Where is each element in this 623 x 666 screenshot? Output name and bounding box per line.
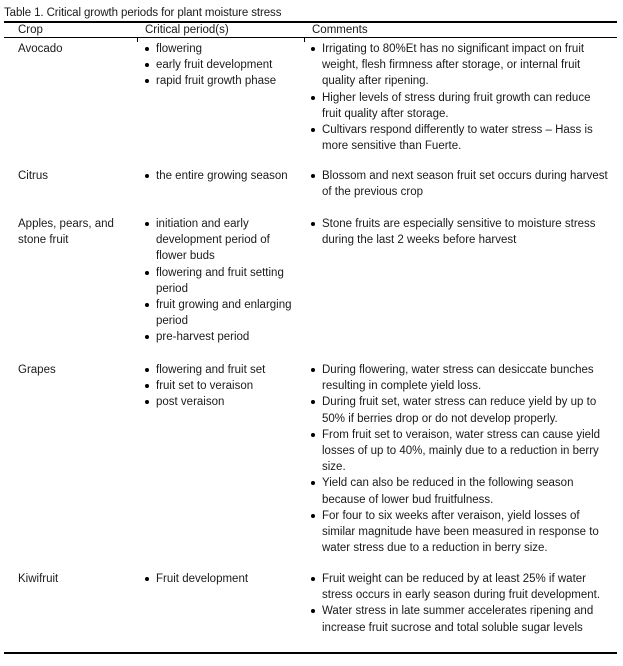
comment-item: Cultivars respond differently to water stress – Hass is more sensitive than Fuerte. [311, 122, 611, 154]
critical-periods-list [145, 41, 300, 90]
comments-list [311, 168, 611, 200]
critical-period-item: early fruit development [145, 57, 300, 73]
critical-periods-list [145, 571, 300, 587]
table-top-rule [4, 21, 617, 23]
comments-list [311, 216, 611, 248]
critical-period-item: fruit set to veraison [145, 378, 300, 394]
crop-name: Citrus [18, 170, 49, 182]
critical-periods-list [145, 216, 300, 346]
critical-period-item: fruit growing and enlarging period [145, 297, 300, 329]
crop-name: Kiwifruit [18, 573, 59, 585]
comment-item: From fruit set to veraison, water stress can cause yield losses of up to 40%, mainly due to a reduction in berry size. [311, 427, 611, 476]
comment-item: During flowering, water stress can desiccate bunches resulting in complete yield loss. [311, 362, 611, 394]
crop-name: Apples, pears, and stone fruit [18, 218, 114, 247]
critical-periods-cell [145, 362, 300, 411]
critical-period-item: Fruit development [145, 571, 300, 587]
critical-period-item: flowering and fruit set [145, 362, 300, 378]
column-tick [137, 38, 138, 42]
critical-periods-cell [145, 216, 300, 346]
table-caption: Table 1. Critical growth periods for plant moisture stress [4, 7, 282, 19]
header-rule [4, 37, 617, 38]
crop-name: Grapes [18, 364, 56, 376]
critical-periods-cell [145, 571, 300, 587]
comment-item: Yield can also be reduced in the following season because of lower bud fruitfulness. [311, 475, 611, 507]
comments-cell [311, 41, 611, 154]
header-comments: Comments [312, 24, 368, 36]
comments-list [311, 571, 611, 636]
header-critical-periods: Critical period(s) [145, 24, 229, 36]
comment-item: Blossom and next season fruit set occurs during harvest of the previous crop [311, 168, 611, 200]
critical-periods-cell [145, 41, 300, 90]
critical-period-item: the entire growing season [145, 168, 300, 184]
comment-item: During fruit set, water stress can reduce yield by up to 50% if berries drop or do not develop properly. [311, 394, 611, 426]
comment-item: Water stress in late summer accelerates ripening and increase fruit sucrose and total soluble sugar levels [311, 603, 611, 635]
comment-item: Higher levels of stress during fruit growth can reduce fruit quality after storage. [311, 90, 611, 122]
column-tick [304, 38, 305, 42]
comment-item: Fruit weight can be reduced by at least 25% if water stress occurs in early season during fruit development. [311, 571, 611, 603]
critical-period-item: initiation and early development period of flower buds [145, 216, 300, 265]
critical-period-item: post veraison [145, 394, 300, 410]
crop-name: Avocado [18, 43, 63, 55]
critical-period-item: pre-harvest period [145, 329, 300, 345]
comments-list [311, 41, 611, 154]
table-bottom-rule [4, 652, 617, 654]
comment-item: For four to six weeks after veraison, yield losses of similar magnitude have been measured in response to water stress due to a reduction in berry size. [311, 508, 611, 557]
comments-cell [311, 168, 611, 200]
comments-cell [311, 571, 611, 636]
critical-period-item: flowering and fruit setting period [145, 265, 300, 297]
critical-periods-list [145, 168, 300, 184]
critical-periods-cell [145, 168, 300, 184]
header-crop: Crop [18, 24, 43, 36]
critical-periods-list [145, 362, 300, 411]
comment-item: Irrigating to 80%Et has no significant impact on fruit weight, flesh firmness after storage, or internal fruit quality after ripening. [311, 41, 611, 90]
comments-list [311, 362, 611, 556]
comments-cell [311, 362, 611, 556]
critical-period-item: flowering [145, 41, 300, 57]
comments-cell [311, 216, 611, 248]
critical-period-item: rapid fruit growth phase [145, 73, 300, 89]
comment-item: Stone fruits are especially sensitive to moisture stress during the last 2 weeks before harvest [311, 216, 611, 248]
